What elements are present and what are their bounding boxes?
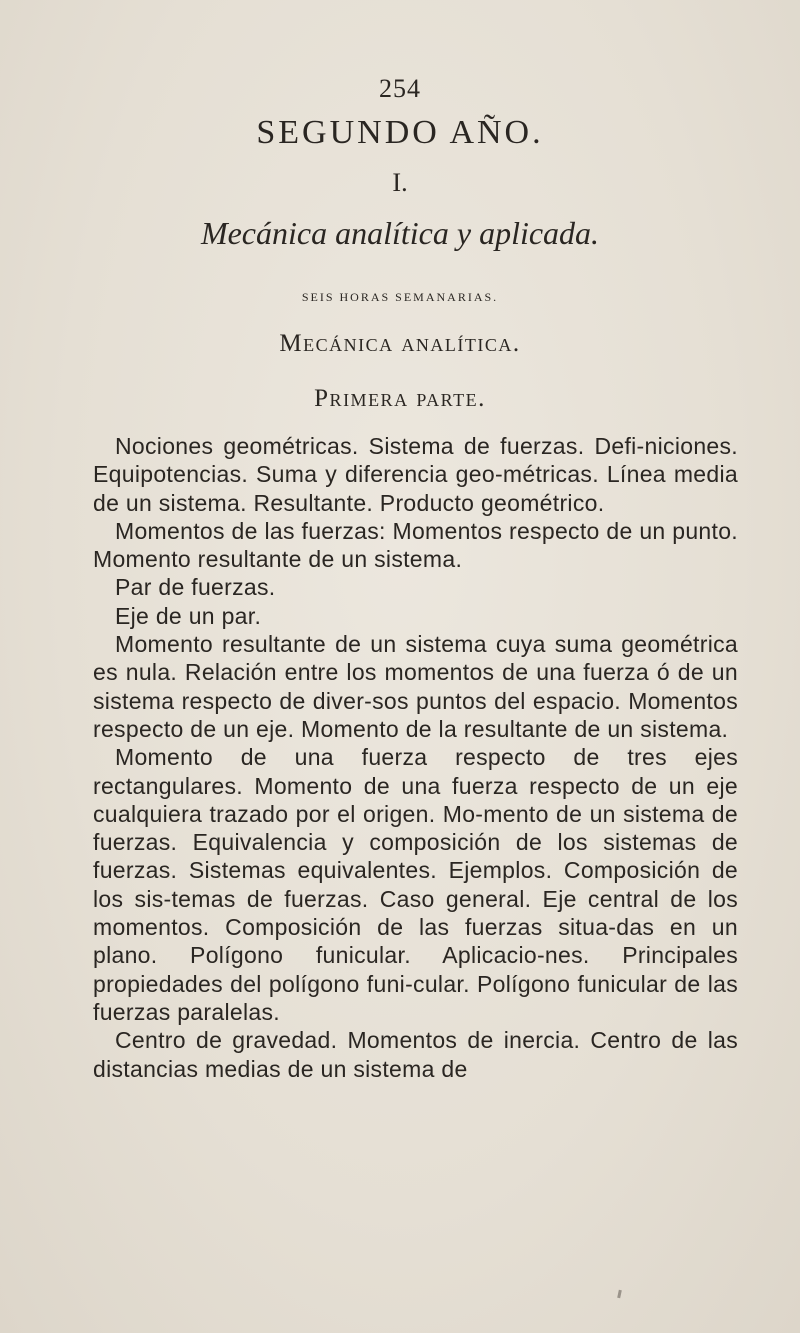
page-number: 254 [379,74,421,103]
paragraph: Nociones geométricas. Sistema de fuerzas. Defi-niciones. Equipotencias. Suma y diferencia geo-métricas. Línea media de un sistema. Resultante. Producto geométrico. [93,433,738,516]
hours-note: SEIS HORAS SEMANARIAS. [301,290,499,304]
subject-title: Mecánica analítica y aplicada. [200,215,600,251]
paragraph: Centro de gravedad. Momentos de inercia. Centro de las distancias medias de un sistema de [93,1027,738,1082]
section-heading: Mecánica analítica. [279,330,521,357]
paragraph: Momentos de las fuerzas: Momentos respecto de un punto. Momento resultante de un sistema. [93,517,738,573]
part-heading: Primera parte. [314,385,486,412]
page-title: SEGUNDO AÑO. [256,114,544,151]
paragraph: Momento resultante de un sistema cuya suma geométrica es nula. Relación entre los momentos de una fuerza ó de un sistema respecto de diver-sos puntos del espacio. Momentos respecto de un eje. Momento de la resultante de un sistema. [93,631,738,742]
paragraph: Par de fuerzas. [115,574,276,601]
body-text [93,432,738,1083]
paragraph: Eje de un par. [115,602,262,629]
section-numeral: I. [392,168,408,197]
paragraph: Momento de una fuerza respecto de tres ejes rectangulares. Momento de una fuerza respecto de un eje cualquiera trazado por el origen. Mo-mento de un sistema de fuerzas. Equivalencia y composición de los sistemas de fuerzas. Sistemas equivalentes. Ejemplos. Composición de los sis-temas de fuerzas. Caso general. Eje central de los momentos. Composición de las fuerzas situa-das en un plano. Polígono funicular. Aplicacio-nes. Principales propiedades del polígono funi-cular. Polígono funicular de las fuerzas paralelas. [93,744,738,1025]
paper-speck [617,1290,622,1298]
